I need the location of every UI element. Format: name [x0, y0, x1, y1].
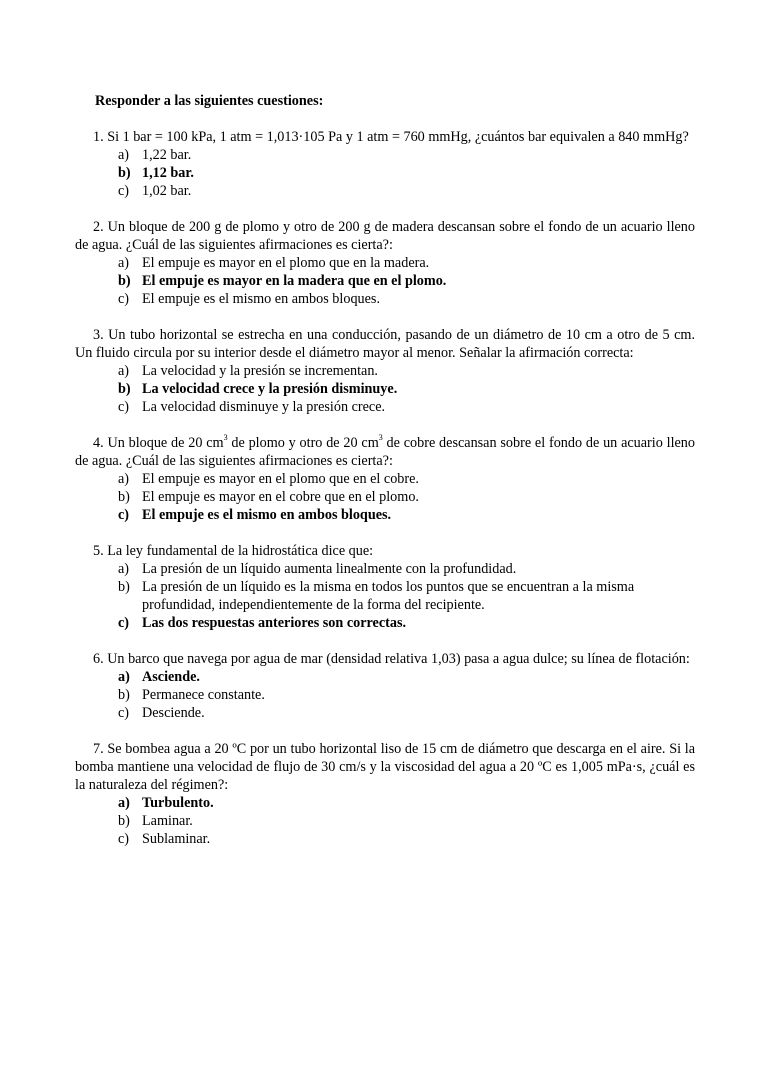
stem-part: de plomo y otro de 20 cm — [227, 435, 379, 451]
option-list — [75, 560, 695, 632]
option-list — [75, 668, 695, 722]
option-a — [75, 470, 695, 488]
option-text: La velocidad y la presión se incrementan. — [142, 363, 378, 379]
option-a-correct — [75, 794, 695, 812]
option-letter: b) — [118, 687, 130, 703]
option-c — [75, 182, 695, 200]
question-stem: 3. Un tubo horizontal se estrecha en una conducción, pasando de un diámetro de 10 cm a otro de 5 cm. Un fluido circula por su interior desde el diámetro mayor al menor. Señalar la afirmación correcta: — [75, 327, 695, 361]
option-text: Asciende. — [142, 669, 200, 685]
option-text: La velocidad disminuye y la presión crece. — [142, 399, 386, 415]
option-letter: a) — [118, 669, 130, 685]
question-stem: 7. Se bombea agua a 20 ºC por un tubo horizontal liso de 15 cm de diámetro que descarga en el aire. Si la bomba mantiene una velocidad de flujo de 30 cm/s y la viscosidad del agua a 20 ºC es 1,005 mPa·s, ¿cuál es la naturaleza del régimen?: — [75, 741, 695, 793]
option-c — [75, 704, 695, 722]
option-letter: a) — [118, 795, 130, 811]
option-text: 1,22 bar. — [142, 147, 192, 163]
option-letter: b) — [118, 813, 130, 829]
question-5 — [75, 542, 695, 632]
option-b-correct — [75, 164, 695, 182]
page-heading: Responder a las siguientes cuestiones: — [95, 93, 324, 109]
option-b — [75, 686, 695, 704]
option-b-correct — [75, 380, 695, 398]
option-letter: a) — [118, 255, 130, 271]
option-letter: c) — [118, 399, 130, 415]
question-stem: 1. Si 1 bar = 100 kPa, 1 atm = 1,013·105 Pa y 1 atm = 760 mmHg, ¿cuántos bar equivalen a 840 mmHg? — [93, 129, 689, 145]
question-1 — [75, 128, 695, 200]
option-text: Las dos respuestas anteriores son correctas. — [142, 615, 407, 631]
question-stem: 6. Un barco que navega por agua de mar (densidad relativa 1,03) pasa a agua dulce; su línea de flotación: — [93, 651, 690, 667]
question-3 — [75, 326, 695, 416]
option-c — [75, 830, 695, 848]
option-c — [75, 290, 695, 308]
option-list — [75, 146, 695, 200]
option-letter: b) — [118, 489, 130, 505]
option-list — [75, 362, 695, 416]
option-text: 1,12 bar. — [142, 165, 194, 181]
question-stem: 2. Un bloque de 200 g de plomo y otro de 200 g de madera descansan sobre el fondo de un acuario lleno de agua. ¿Cuál de las siguientes afirmaciones es cierta?: — [75, 219, 695, 253]
option-letter: c) — [118, 507, 130, 523]
option-b-correct — [75, 272, 695, 290]
option-text: Laminar. — [142, 813, 193, 829]
option-text: Desciende. — [142, 705, 205, 721]
option-c — [75, 398, 695, 416]
option-list — [75, 470, 695, 524]
option-a — [75, 254, 695, 272]
option-text: Permanece constante. — [142, 687, 265, 703]
option-b — [75, 812, 695, 830]
option-text: La presión de un líquido es la misma en todos los puntos que se encuentran a la misma profundidad, independientemente de la forma del recipiente. — [142, 579, 635, 613]
option-text: El empuje es el mismo en ambos bloques. — [142, 291, 380, 307]
option-c-correct — [75, 506, 695, 524]
option-text: El empuje es mayor en el plomo que en el cobre. — [142, 471, 419, 487]
option-letter: a) — [118, 561, 130, 577]
option-letter: a) — [118, 147, 130, 163]
option-text: Sublaminar. — [142, 831, 211, 847]
option-letter: b) — [118, 165, 131, 181]
option-text: La velocidad crece y la presión disminuye. — [142, 381, 398, 397]
option-letter: c) — [118, 615, 130, 631]
option-a — [75, 362, 695, 380]
option-text: 1,02 bar. — [142, 183, 192, 199]
option-letter: a) — [118, 471, 130, 487]
superscript: 3 — [378, 433, 383, 443]
option-text: El empuje es mayor en el plomo que en la madera. — [142, 255, 430, 271]
option-list — [75, 254, 695, 308]
option-b — [75, 578, 695, 614]
option-letter: b) — [118, 273, 131, 289]
option-letter: c) — [118, 831, 130, 847]
option-letter: a) — [118, 363, 130, 379]
question-stem — [75, 434, 695, 470]
option-letter: b) — [118, 381, 131, 397]
option-letter: c) — [118, 183, 130, 199]
option-a — [75, 560, 695, 578]
question-7 — [75, 740, 695, 848]
option-b — [75, 488, 695, 506]
option-text: El empuje es mayor en el cobre que en el plomo. — [142, 489, 419, 505]
option-list — [75, 794, 695, 848]
option-text: El empuje es el mismo en ambos bloques. — [142, 507, 392, 523]
option-letter: c) — [118, 291, 130, 307]
option-a-correct — [75, 668, 695, 686]
question-6 — [75, 650, 695, 722]
option-c-correct — [75, 614, 695, 632]
document-content — [75, 92, 695, 866]
option-letter: b) — [118, 579, 130, 595]
superscript: 3 — [223, 433, 228, 443]
option-text: El empuje es mayor en la madera que en el plomo. — [142, 273, 447, 289]
question-2 — [75, 218, 695, 308]
option-text: Turbulento. — [142, 795, 214, 811]
stem-part: de cobre descansan sobre el fondo de un acuario lleno de agua. ¿Cuál de las siguientes afirmaciones es cierta?: — [75, 435, 695, 469]
option-a — [75, 146, 695, 164]
stem-part: 4. Un bloque de 20 cm — [93, 435, 224, 451]
question-4 — [75, 434, 695, 524]
option-letter: c) — [118, 705, 130, 721]
question-stem: 5. La ley fundamental de la hidrostática dice que: — [93, 543, 374, 559]
option-text: La presión de un líquido aumenta linealmente con la profundidad. — [142, 561, 517, 577]
